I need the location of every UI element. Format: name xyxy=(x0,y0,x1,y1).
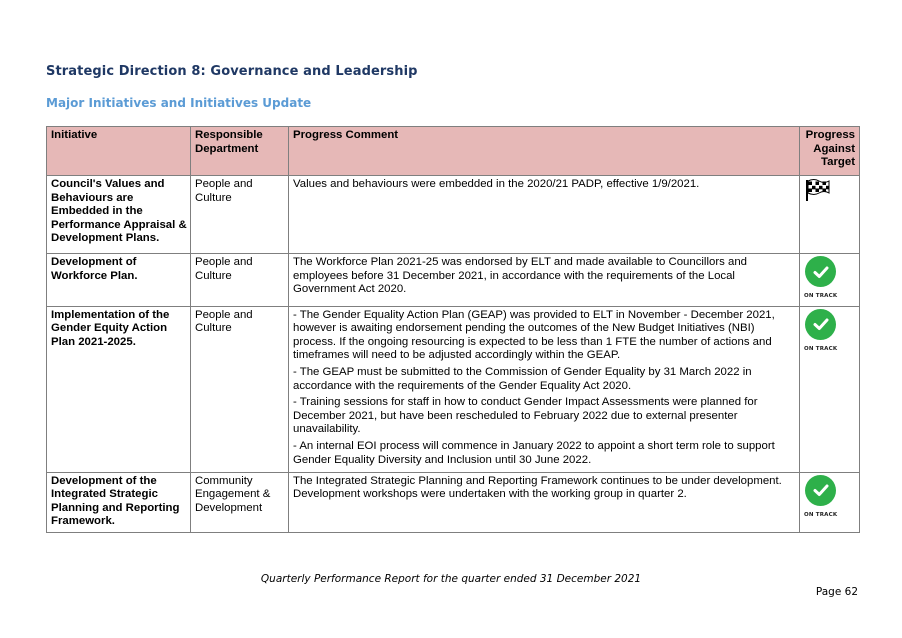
table-header-row xyxy=(47,127,860,176)
comment-paragraph: Values and behaviours were embedded in the 2020/21 PADP, effective 1/9/2021. xyxy=(293,178,700,190)
comment-cell xyxy=(289,254,800,307)
status-cell xyxy=(800,306,860,472)
status-indicator xyxy=(804,178,830,202)
section-heading: Strategic Direction 8: Governance and Leadership xyxy=(46,64,418,79)
table-row xyxy=(47,306,860,472)
status-indicator xyxy=(804,256,837,304)
comment-paragraph: - The Gender Equality Action Plan (GEAP) was provided to ELT in November - December 2021, however is awaiting endorsement pending the outcomes of the New Budget Initiatives (NBI) process. If the ongoing resourcing is expected to be less than 1 FTE the number of actions and timeframes will need to be adjusted accordingly within the GEAP. xyxy=(293,308,775,362)
comment-paragraph: - The GEAP must be submitted to the Commission of Gender Equality by 31 March 2022 in accordance with the requirements of the Gender Equality Act 2020. xyxy=(293,365,752,392)
status-cell xyxy=(800,176,860,254)
header-status: Progress Against Target xyxy=(800,127,860,176)
comment-paragraph: The Workforce Plan 2021-25 was endorsed by ELT and made available to Councillors and employees before 31 December 2021, in accordance with the requirements of the Local Government Act 2020. xyxy=(293,256,747,296)
department-cell: People and Culture xyxy=(191,306,289,472)
table-body xyxy=(47,176,860,533)
department-cell: People and Culture xyxy=(191,176,289,254)
comment-paragraph: - Training sessions for staff in how to conduct Gender Impact Assessments were planned for December 2021, but have been rescheduled to February 2022 due to external presenter unavailability. xyxy=(293,396,758,436)
initiative-cell: Development of the Integrated Strategic Planning and Reporting Framework. xyxy=(47,472,191,532)
department-cell: People and Culture xyxy=(191,254,289,307)
check-circle-icon xyxy=(805,309,836,340)
department-cell: Community Engagement & Development xyxy=(191,472,289,532)
header-department: Responsible Department xyxy=(191,127,289,176)
comment-cell xyxy=(289,176,800,254)
status-label: ON TRACK xyxy=(804,293,838,299)
page-number: Page 62 xyxy=(815,586,858,598)
initiative-cell: Development of Workforce Plan. xyxy=(47,254,191,307)
status-label: ON TRACK xyxy=(804,511,838,518)
status-label: ON TRACK xyxy=(804,345,838,352)
status-indicator xyxy=(804,309,837,357)
checkered-flag-icon xyxy=(804,178,830,202)
initiatives-table xyxy=(46,126,860,533)
status-cell xyxy=(800,254,860,307)
check-circle-icon xyxy=(805,475,836,506)
check-circle-icon xyxy=(805,256,836,287)
table-row xyxy=(47,176,860,254)
header-initiative: Initiative xyxy=(47,127,191,176)
comment-cell xyxy=(289,306,800,472)
header-comment: Progress Comment xyxy=(289,127,800,176)
section-subheading: Major Initiatives and Initiatives Update xyxy=(46,96,312,110)
table-row xyxy=(47,472,860,532)
initiative-cell: Implementation of the Gender Equity Action Plan 2021-2025. xyxy=(47,306,191,472)
table-row xyxy=(47,254,860,307)
initiative-cell: Council's Values and Behaviours are Embedded in the Performance Appraisal & Development Plans. xyxy=(47,176,191,254)
comment-paragraph: The Integrated Strategic Planning and Reporting Framework continues to be under development. Development workshops were undertaken with the working group in quarter 2. xyxy=(293,474,782,501)
footer-caption: Quarterly Performance Report for the quarter ended 31 December 2021 xyxy=(260,573,642,585)
comment-paragraph: - An internal EOI process will commence in January 2022 to appoint a short term role to support Gender Equality Diversity and Inclusion until 30 June 2022. xyxy=(293,439,775,466)
status-cell xyxy=(800,472,860,532)
status-indicator xyxy=(804,475,837,523)
comment-cell xyxy=(289,472,800,532)
